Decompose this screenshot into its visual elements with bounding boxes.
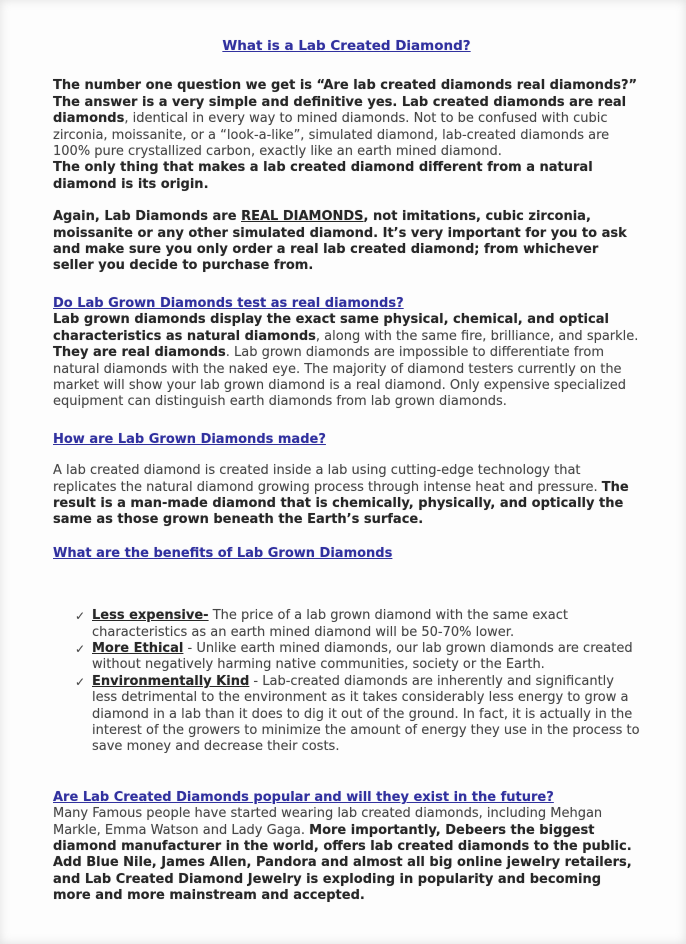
checkmark-icon: ✓: [75, 641, 86, 656]
list-item: [75, 608, 640, 641]
section-benefits: [53, 546, 640, 756]
page-title[interactable]: What is a Lab Created Diamond?: [222, 38, 471, 54]
list-item: [75, 641, 640, 674]
text-run: , identical in every way to mined diamonds. Not to be confused with cubic zirconia, moissanite, or a “look-a-like”, simulated diamond, lab-created diamonds are 100% pure crystallized carbon, exactly like an earth mined diamond.: [53, 111, 610, 160]
text-run: The result is a man-made diamond that is chemically, physically, and optically the same as those grown beneath the Earth’s surface.: [53, 479, 629, 528]
text-run: , not imitations, cubic zirconia, moissanite or any other simulated diamond. It’s very important for you to ask and make sure you only order a real lab created diamond; from whichever seller you decide to purchase from.: [53, 209, 627, 274]
bullet-label: Environmentally Kind: [92, 673, 250, 689]
section-heading-made[interactable]: How are Lab Grown Diamonds made?: [53, 431, 326, 447]
text-run: Lab grown diamonds display the exact same physical, chemical, and optical characteristics as natural diamonds: [53, 312, 609, 344]
benefits-list: [53, 608, 640, 756]
text-run: The price of a lab grown diamond with the same exact characteristics as an earth mined diamond will be 50-70% lower.: [92, 608, 568, 640]
text-run: The only thing that makes a lab created diamond different from a natural diamond is its origin.: [53, 160, 593, 192]
made-paragraph: [53, 463, 640, 529]
text-run: They are real diamonds: [53, 345, 226, 361]
text-run: The number one question we get is “Are lab created diamonds real diamonds?” The answer is a very simple and definitive yes. Lab created diamonds are real diamonds: [53, 78, 638, 127]
section-future: [53, 790, 640, 905]
text-run: Again, Lab Diamonds are: [53, 209, 242, 225]
section-heading-test[interactable]: Do Lab Grown Diamonds test as real diamonds?: [53, 295, 404, 311]
text-run: . Lab grown diamonds are impossible to differentiate from natural diamonds with the naked eye. The majority of diamond testers currently on the market will show your lab grown diamond is a real diamond. Only expensive specialized equipment can distinguish earth diamonds from lab grown diamonds.: [53, 345, 626, 410]
intro-paragraph: [53, 78, 640, 193]
text-run: - Lab-created diamonds are inherently and significantly less detrimental to the environment as it takes considerably less energy to grow a diamond in a lab than it does to dig it out of the ground. In fact, it is actually in the interest of the growers to minimize the amount of energy they use in the process to save money and decrease their costs.: [92, 673, 640, 755]
bullet-label: Less expensive-: [92, 608, 209, 624]
future-paragraph: [53, 806, 640, 904]
test-paragraph: [53, 312, 640, 410]
list-item: [75, 674, 640, 756]
text-run: A lab created diamond is created inside a lab using cutting-edge technology that replicates the natural diamond growing process through intense heat and pressure.: [53, 463, 602, 495]
text-run: , along with the same fire, brilliance, and sparkle.: [315, 328, 639, 344]
section-heading-benefits[interactable]: What are the benefits of Lab Grown Diamonds: [53, 545, 393, 561]
checkmark-icon: ✓: [75, 609, 86, 624]
text-run: - Unlike earth mined diamonds, our lab grown diamonds are created without negatively harming native communities, society or the Earth.: [92, 640, 633, 673]
again-paragraph: [53, 209, 640, 275]
checkmark-icon: ✓: [75, 674, 86, 689]
section-made: [53, 432, 640, 529]
text-run: More importantly, Debeers the biggest diamond manufacturer in the world, offers lab created diamonds to the public. Add Blue Nile, James Allen, Pandora and almost all big online jewelry retailers, and Lab Created Diamond Jewelry is exploding in popularity and becoming more and more mainstream and accepted.: [53, 822, 632, 904]
section-heading-future[interactable]: Are Lab Created Diamonds popular and will they exist in the future?: [53, 789, 554, 805]
text-run: Many Famous people have started wearing lab created diamonds, including Mehgan Markle, Emma Watson and Lady Gaga.: [53, 806, 603, 838]
bullet-label: More Ethical: [92, 640, 184, 656]
section-test: [53, 296, 640, 411]
text-run-underlined: REAL DIAMONDS: [241, 209, 364, 225]
